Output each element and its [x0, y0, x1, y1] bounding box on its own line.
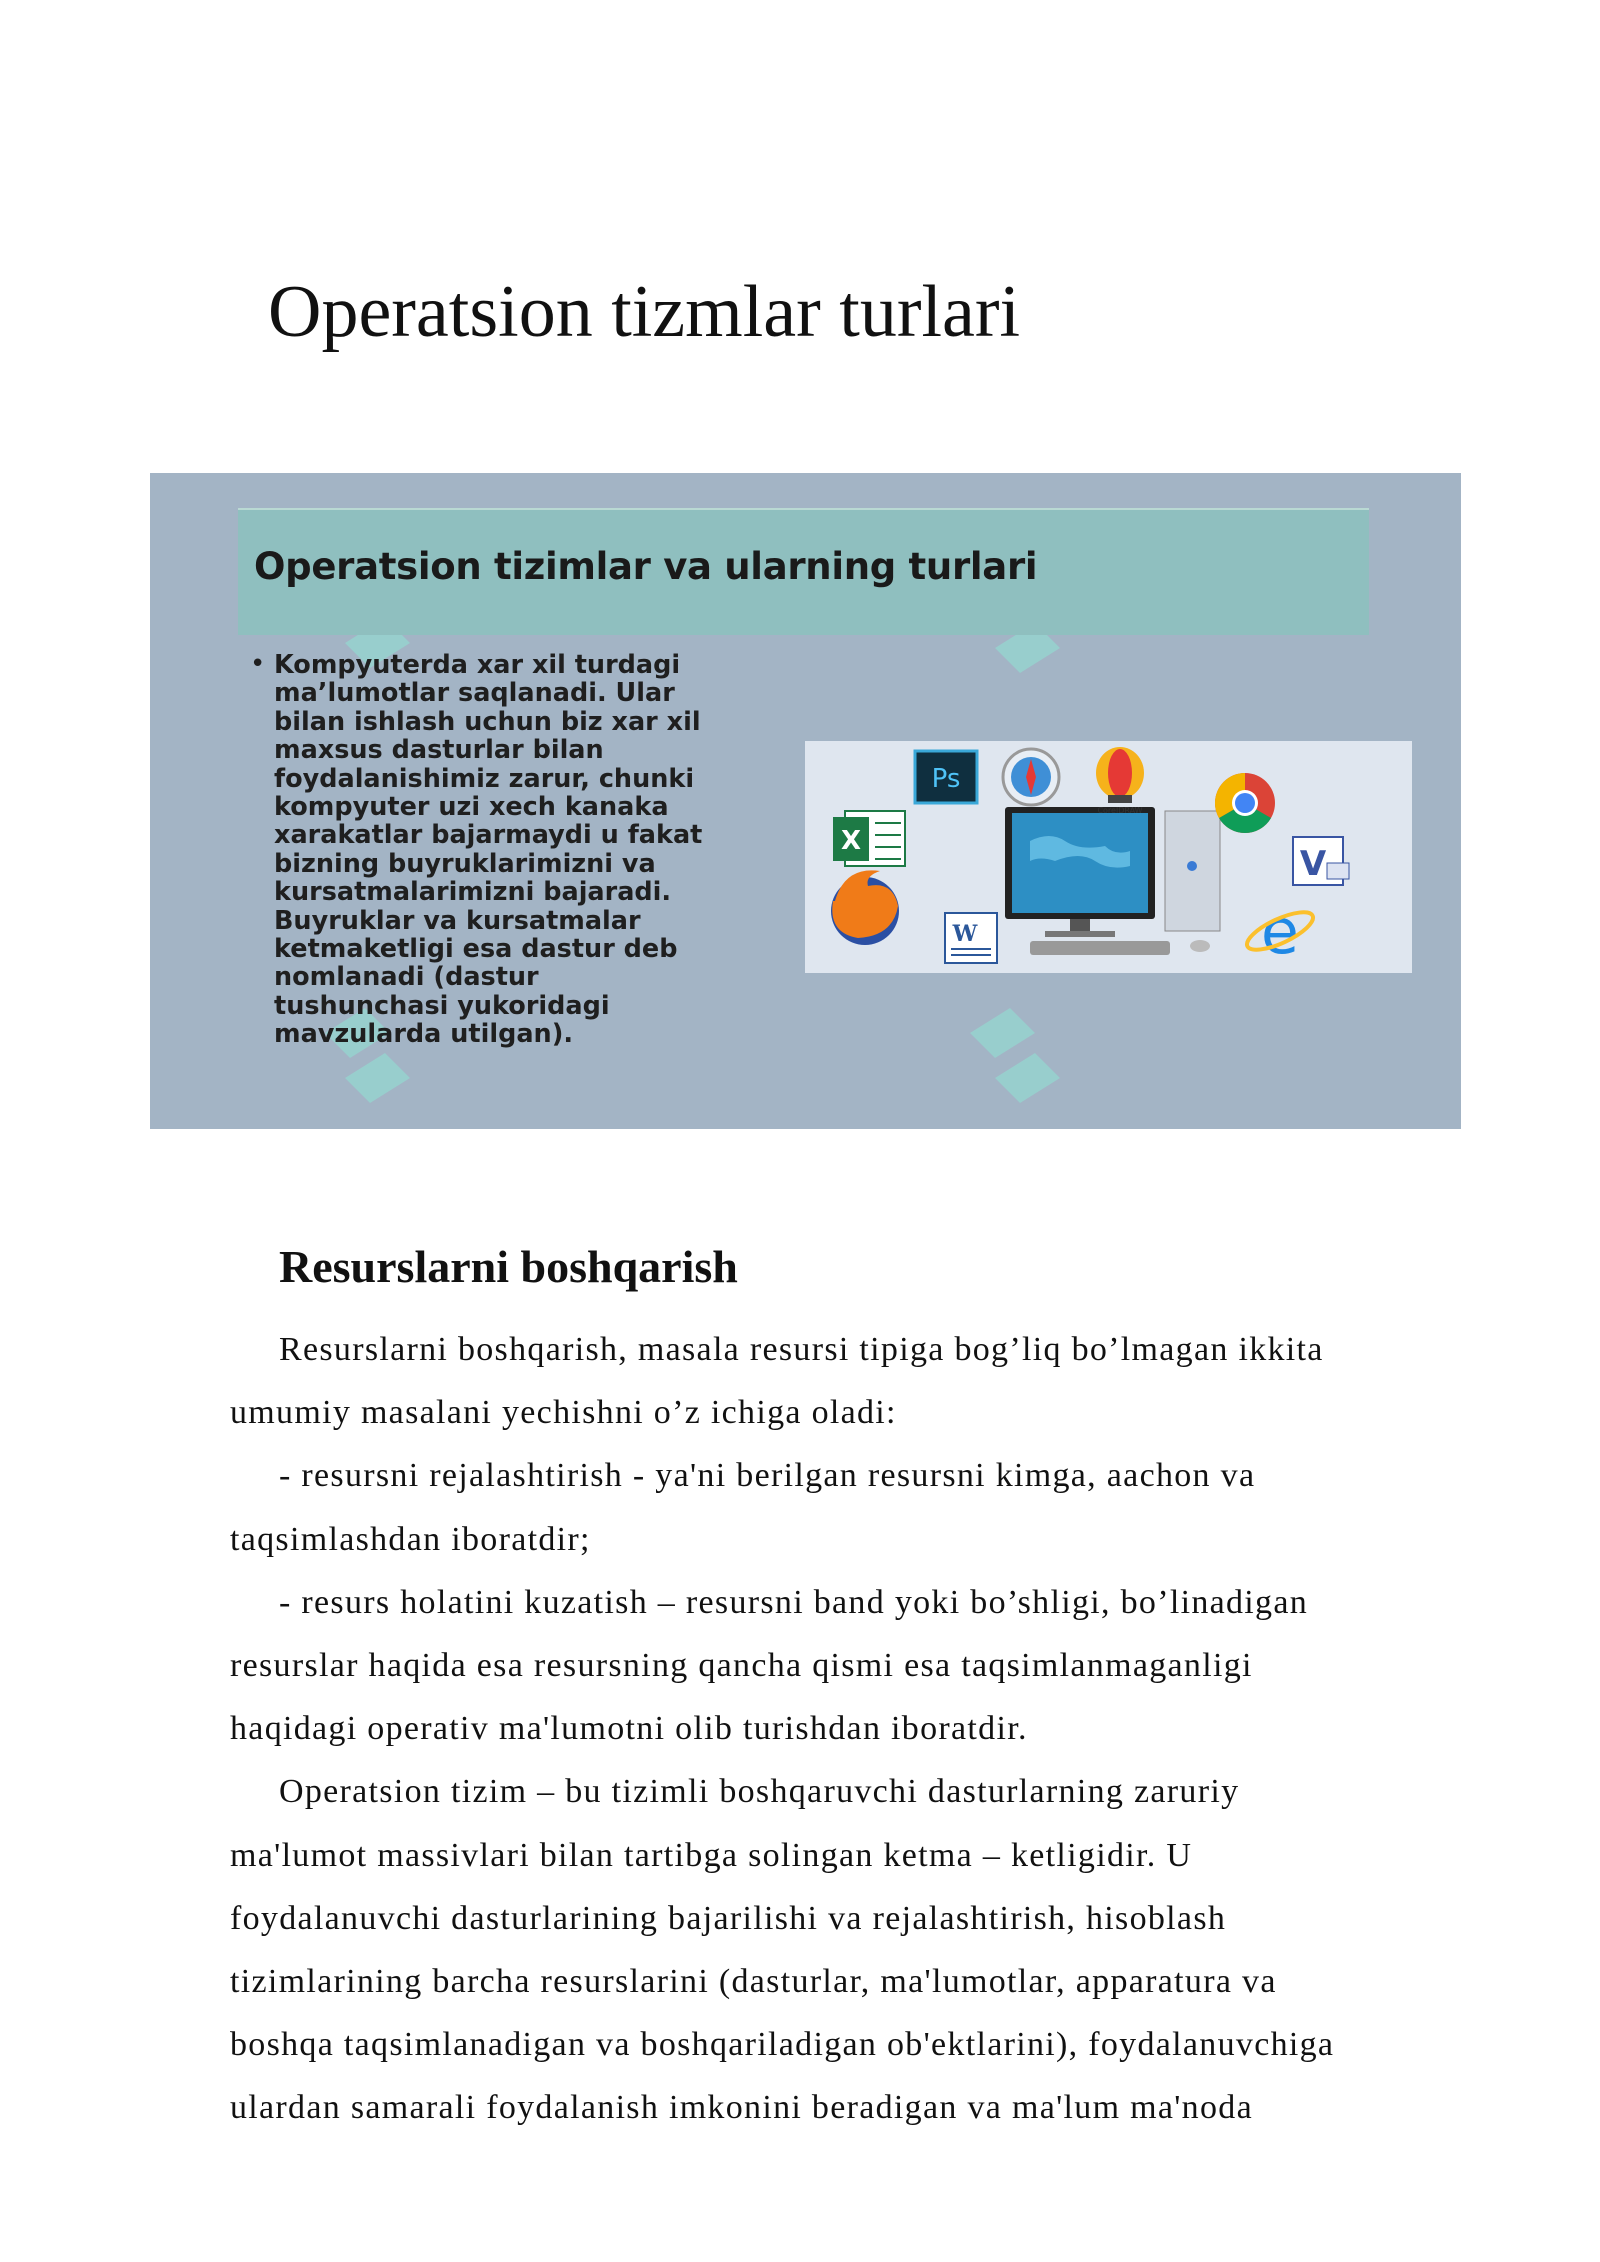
- slide-text-line: Kompyuterda xar xil turdagi: [274, 650, 681, 680]
- software-illustration: [805, 741, 1412, 973]
- svg-text:e: e: [1260, 895, 1300, 968]
- svg-text:W: W: [952, 921, 978, 947]
- safari-icon: [1003, 749, 1059, 805]
- body-text: [230, 1318, 1470, 2140]
- text-line: resurslar haqida esa resursning qancha qismi esa taqsimlanmaganligi: [230, 1647, 1253, 1685]
- coreldraw-icon: [1096, 747, 1144, 815]
- slide-text-line: nomlanadi (dastur: [274, 962, 539, 993]
- slide-text-line: mavzularda utilgan).: [274, 1019, 574, 1050]
- slide-image: [150, 473, 1461, 1129]
- slide-text-line: Buyruklar va kursatmalar: [274, 905, 641, 936]
- paragraph: [230, 1760, 1470, 2139]
- visio-icon: [1293, 837, 1349, 885]
- slide-text-line: bilan ishlash uchun biz xar xil: [274, 706, 701, 737]
- svg-text:V: V: [1299, 844, 1327, 884]
- slide-text-line: kompyuter uzi xech kanaka: [274, 792, 669, 823]
- text-line: haqidagi operativ ma'lumotni olib turishdan iboratdir.: [230, 1710, 1028, 1748]
- slide-text-line: maxsus dasturlar bilan: [274, 735, 604, 766]
- slide-text-line: xarakatlar bajarmaydi u fakat: [274, 820, 703, 851]
- text-line: umumiy masalani yechishni o’z ichiga oladi:: [230, 1394, 897, 1432]
- slide-bullet-text: [252, 651, 812, 1049]
- slide-text-line: tushunchasi yukoridagi: [274, 990, 610, 1021]
- text-line: foydalanuvchi dasturlarining bajarilishi va rejalashtirish, hisoblash: [230, 1899, 1227, 1937]
- computer-icon: [1005, 807, 1220, 955]
- paragraph: [230, 1444, 1470, 1570]
- slide-text-line: bizning buyruklarimizni va: [274, 848, 656, 879]
- text-line: - resursni rejalashtirish - ya'ni berilgan resursni kimga, aachon va: [279, 1457, 1256, 1495]
- excel-icon: [833, 811, 905, 866]
- software-icons-graphic: [805, 741, 1412, 973]
- chrome-icon: [1215, 773, 1275, 833]
- slide-text-line: kursatmalarimizni bajaradi.: [274, 877, 672, 908]
- text-line: Operatsion tizim – bu tizimli boshqaruvchi dasturlarning zaruriy: [279, 1773, 1240, 1811]
- slide-text-line: foydalanishimiz zarur, chunki: [274, 763, 695, 794]
- photoshop-icon: [915, 751, 977, 803]
- document-title: Operatsion tizmlar turlari: [268, 271, 1021, 353]
- slide-text-line: ketmaketligi esa dastur deb: [274, 934, 678, 965]
- svg-text:X: X: [840, 826, 862, 856]
- text-line: tizimlarining barcha resurslarini (dasturlar, ma'lumotlar, apparatura va: [230, 1963, 1277, 2001]
- text-line: boshqa taqsimlanadigan va boshqariladigan ob'ektlarini), foydalanuvchiga: [230, 2026, 1335, 2064]
- word-icon: [945, 913, 997, 963]
- paragraph: [230, 1571, 1470, 1761]
- section-heading: Resurslarni boshqarish: [279, 1241, 738, 1292]
- internet-explorer-icon: [1242, 895, 1317, 968]
- firefox-icon: [831, 870, 899, 945]
- text-line: ulardan samarali foydalanish imkonini beradigan va ma'lum ma'noda: [230, 2089, 1253, 2127]
- bullet-marker: •: [250, 649, 266, 679]
- svg-text:Ps: Ps: [931, 764, 961, 794]
- svg-text:CorelDRAW: CorelDRAW: [1097, 806, 1143, 815]
- text-line: ma'lumot massivlari bilan tartibga solingan ketma – ketligidir. U: [230, 1836, 1193, 1874]
- paragraph: [230, 1318, 1470, 1444]
- text-line: - resurs holatini kuzatish – resursni band yoki bo’shligi, bo’linadigan: [279, 1583, 1309, 1621]
- text-line: Resurslarni boshqarish, masala resursi tipiga bog’liq bo’lmagan ikkita: [279, 1331, 1324, 1368]
- text-line: taqsimlashdan iboratdir;: [230, 1520, 591, 1558]
- slide-title: Operatsion tizimlar va ularning turlari: [254, 545, 1038, 588]
- slide-text-line: ma’lumotlar saqlanadi. Ular: [274, 678, 675, 709]
